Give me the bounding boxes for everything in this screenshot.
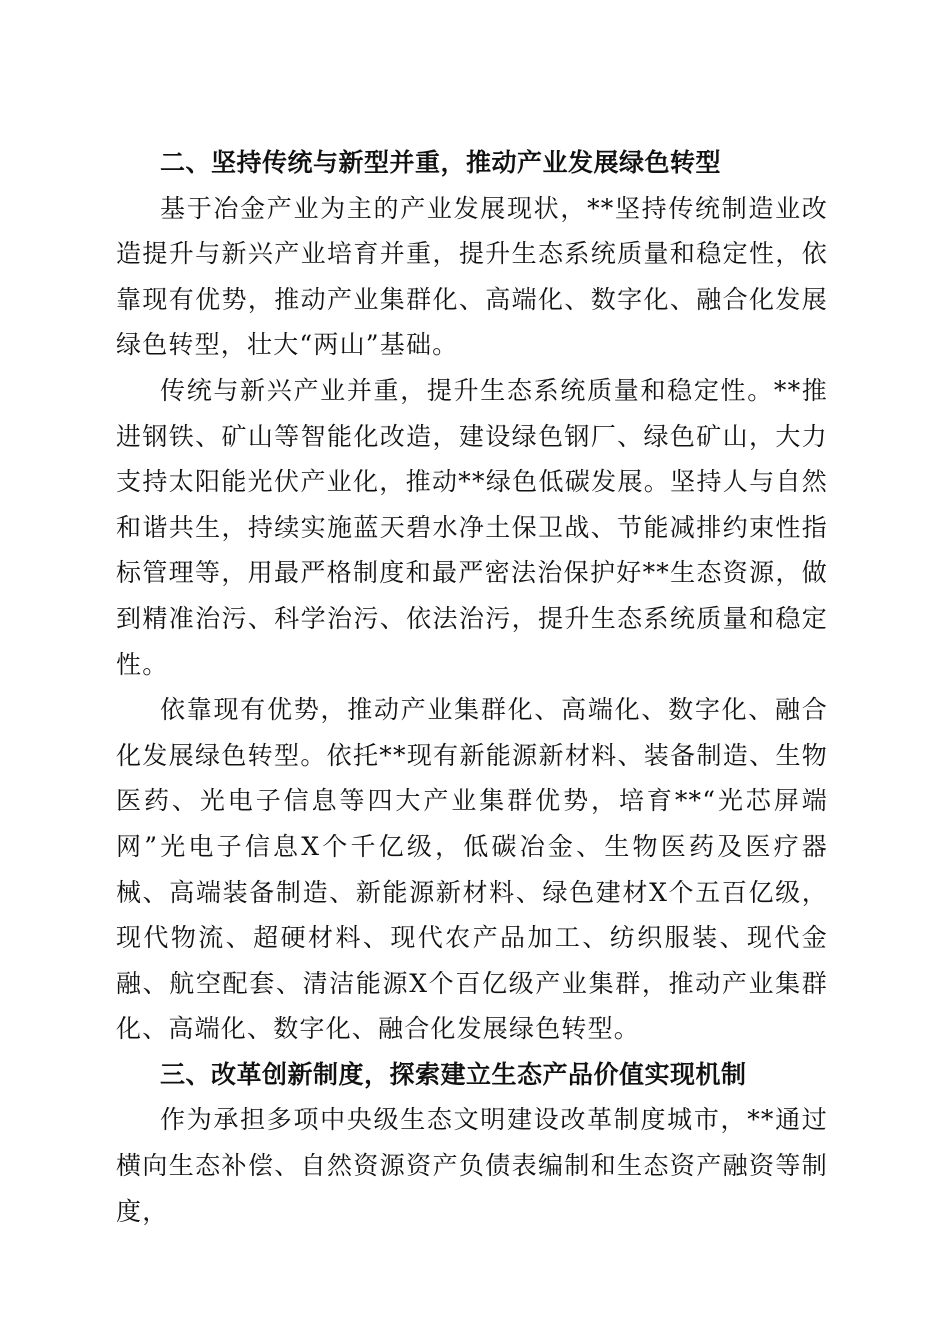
paragraph-4: 作为承担多项中央级生态文明建设改革制度城市，**通过横向生态补偿、自然资源资产负债表编制和生态资产融资等制度， [116,1105,828,1226]
document-body [116,140,828,1234]
paragraph-3: 依靠现有优势，推动产业集群化、高端化、数字化、融合化发展绿色转型。依托**现有新能源新材料、装备制造、生物医药、光电子信息等四大产业集群优势，培育**“光芯屏端网”光电子信息X个千亿级，低碳冶金、生物医药及医疗器械、高端装备制造、新能源新材料、绿色建材X个五百亿级，现代物流、超硬材料、现代农产品加工、纺织服装、现代金融、航空配套、清洁能源X个百亿级产业集群，推动产业集群化、高端化、数字化、融合化发展绿色转型。 [116,695,828,1044]
section-heading-2: 二、坚持传统与新型并重，推动产业发展绿色转型 [160,148,722,177]
paragraph-2: 传统与新兴产业并重，提升生态系统质量和稳定性。**推进钢铁、矿山等智能化改造，建设绿色钢厂、绿色矿山，大力支持太阳能光伏产业化，推动**绿色低碳发展。坚持人与自然和谐共生，持续实施蓝天碧水净土保卫战、节能减排约束性指标管理等，用最严格制度和最严密法治保护好**生态资源，做到精准治污、科学治污、依法治污，提升生态系统质量和稳定性。 [116,375,828,679]
section-heading-3: 三、改革创新制度，探索建立生态产品价值实现机制 [160,1059,747,1089]
paragraph-1: 基于冶金产业为主的产业发展现状，**坚持传统制造业改造提升与新兴产业培育并重，提升生态系统质量和稳定性，依靠现有优势，推动产业集群化、高端化、数字化、融合化发展绿色转型，壮大“两山”基础。 [116,193,828,360]
